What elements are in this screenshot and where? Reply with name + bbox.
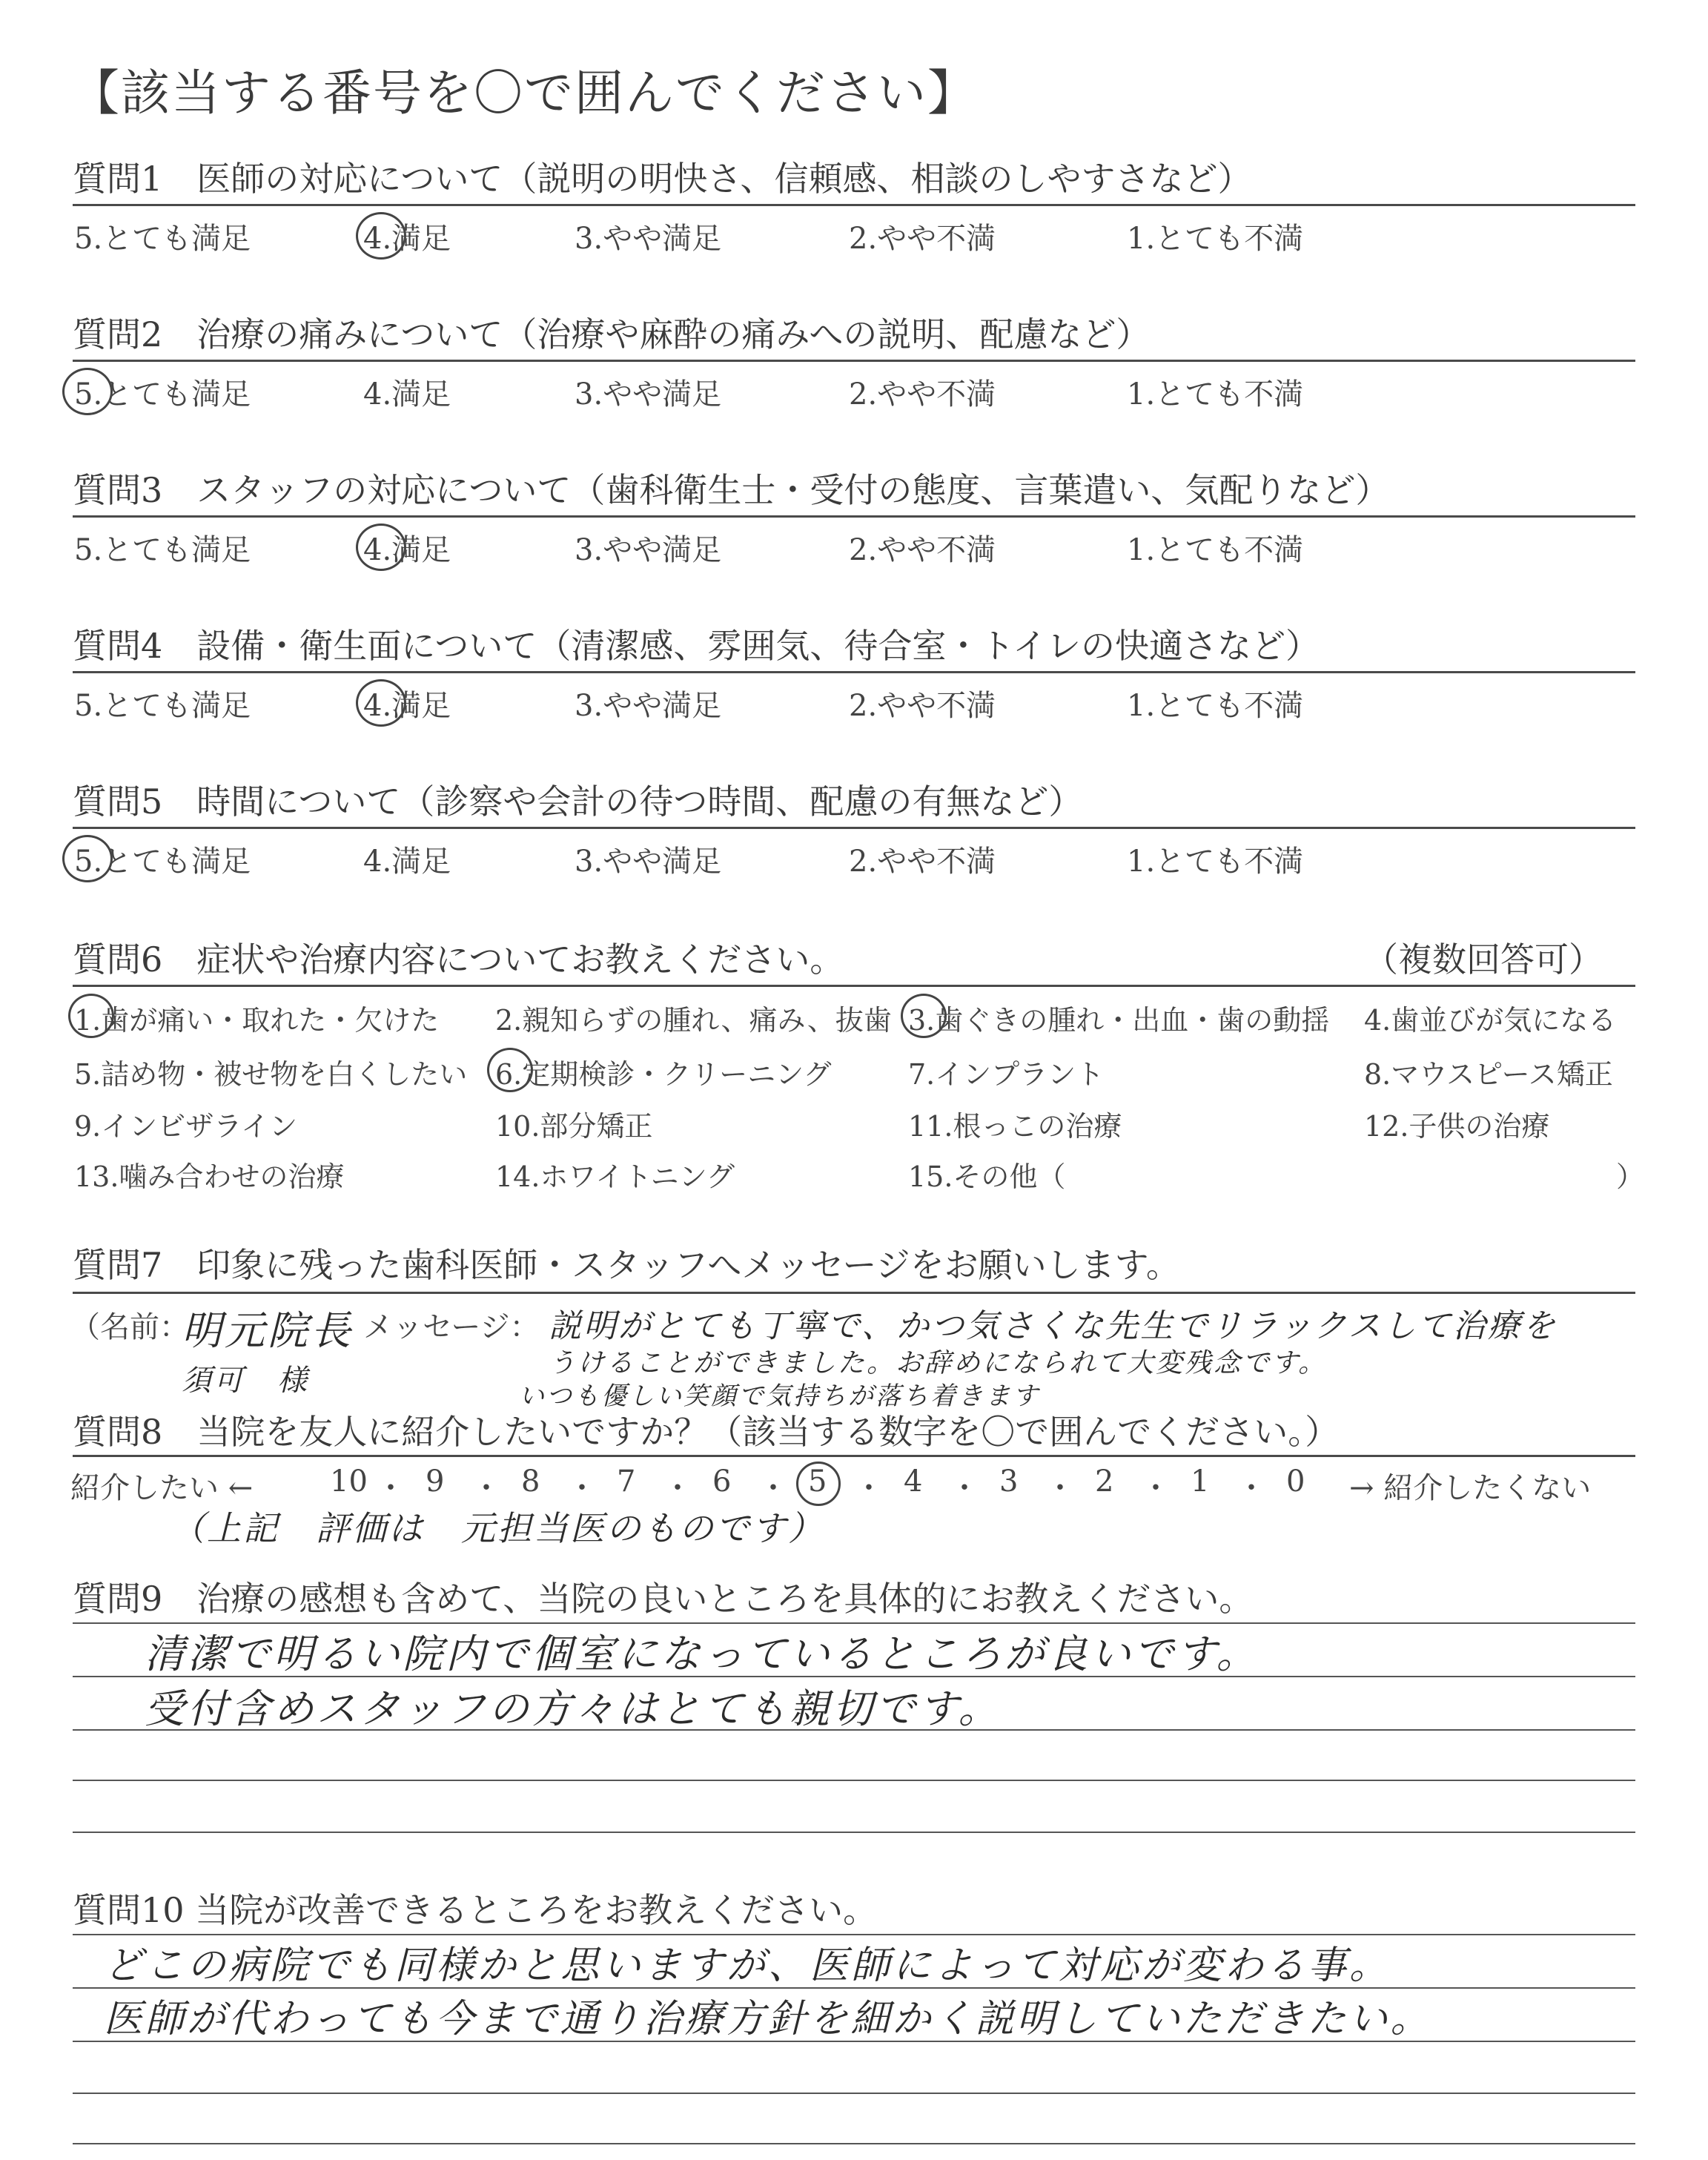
- q7-message-label: メッセージ：: [363, 1310, 540, 1344]
- q6-option-8[interactable]: 8.マウスピース矯正: [1364, 1058, 1613, 1091]
- q8-scale-value-7[interactable]: 7: [617, 1464, 636, 1499]
- q7-name-value-2: 須可 様: [182, 1364, 309, 1398]
- q6-option-13[interactable]: 13.噛み合わせの治療: [74, 1160, 345, 1193]
- q5-rule: [73, 827, 1635, 829]
- q8-scale-separator: ・: [950, 1471, 979, 1505]
- q7-message-line-2: うけることができました。お辞めになられて大変残念です。: [549, 1348, 1328, 1378]
- q2-option-2[interactable]: 2.やや不満: [849, 377, 996, 412]
- q7-rule: [73, 1292, 1635, 1294]
- q6-option-6[interactable]: 6.定期検診・クリーニング: [495, 1058, 832, 1091]
- q7-title: 質問7 印象に残った歯科医師・スタッフへメッセージをお願いします。: [73, 1245, 1180, 1285]
- q5-option-2[interactable]: 2.やや不満: [849, 845, 996, 879]
- q6-option-5[interactable]: 5.詰め物・被せ物を白くしたい: [74, 1058, 468, 1091]
- q6-rule: [73, 985, 1635, 987]
- q6-option-9[interactable]: 9.インビザライン: [74, 1110, 298, 1143]
- q8-scale-right-label: → 紹介したくない: [1349, 1471, 1592, 1505]
- q10-line-5: [73, 2143, 1635, 2144]
- q8-scale-value-2[interactable]: 2: [1095, 1464, 1114, 1499]
- q4-option-3[interactable]: 3.やや満足: [575, 689, 722, 723]
- q1-option-4[interactable]: 4.満足: [363, 222, 451, 256]
- q1-title: 質問1 医師の対応について（説明の明快さ、信頼感、相談のしやすさなど）: [73, 159, 1252, 199]
- q8-title: 質問8 当院を友人に紹介したいですか？（該当する数字を〇で囲んでください。）: [73, 1412, 1340, 1452]
- q6-option-12[interactable]: 12.子供の治療: [1364, 1110, 1550, 1143]
- q4-selection-circle: [356, 679, 406, 727]
- q6-title: 質問6 症状や治療内容についてお教えください。: [73, 939, 844, 980]
- q1-rule: [73, 204, 1635, 206]
- q10-answer-line-1: どこの病院でも同様かと思いますが、医師によって対応が変わる事。: [104, 1943, 1391, 1988]
- q6-note: （複数回答可）: [1364, 939, 1603, 980]
- q1-option-5[interactable]: 5.とても満足: [74, 222, 251, 256]
- q8-scale-value-0[interactable]: 0: [1286, 1464, 1305, 1499]
- q4-rule: [73, 671, 1635, 673]
- q2-option-4[interactable]: 4.満足: [363, 377, 451, 412]
- q6-selection-circle-6: [487, 1048, 533, 1092]
- q8-note: （上記 評価は 元担当医のものです）: [171, 1508, 824, 1548]
- q3-rule: [73, 515, 1635, 518]
- q6-other-close: ）: [1616, 1160, 1645, 1193]
- q9-line-5: [73, 1832, 1635, 1833]
- q7-message-line-1: 説明がとても丁寧で、かつ気さくな先生でリラックスして治療を: [549, 1307, 1558, 1345]
- q8-scale-value-10[interactable]: 10: [330, 1464, 368, 1499]
- q6-option-1[interactable]: 1.歯が痛い・取れた・欠けた: [74, 1004, 440, 1037]
- q9-answer-line-1: 清潔で明るい院内で個室になっているところが良いです。: [145, 1631, 1260, 1677]
- q8-scale-value-9[interactable]: 9: [426, 1464, 445, 1499]
- q8-rule: [73, 1455, 1635, 1457]
- q8-scale-separator: ・: [1141, 1471, 1171, 1505]
- q6-option-7[interactable]: 7.インプラント: [908, 1058, 1105, 1091]
- q1-option-3[interactable]: 3.やや満足: [575, 222, 722, 256]
- q5-option-4[interactable]: 4.満足: [363, 845, 451, 879]
- q3-title: 質問3 スタッフの対応について（歯科衛生士・受付の態度、言葉遣い、気配りなど）: [73, 470, 1390, 510]
- q6-option-14[interactable]: 14.ホワイトニング: [495, 1160, 735, 1193]
- q5-option-5[interactable]: 5.とても満足: [74, 845, 251, 879]
- q6-option-2[interactable]: 2.親知らずの腫れ、痛み、抜歯: [495, 1004, 892, 1037]
- q3-option-4[interactable]: 4.満足: [363, 533, 451, 567]
- q9-answer-line-2: 受付含めスタッフの方々はとても親切です。: [145, 1685, 1002, 1732]
- q8-scale-value-4[interactable]: 4: [904, 1464, 923, 1499]
- q4-option-5[interactable]: 5.とても満足: [74, 689, 251, 723]
- q1-option-1[interactable]: 1.とても不満: [1127, 222, 1304, 256]
- q10-line-4: [73, 2093, 1635, 2094]
- q8-selection-circle: [796, 1462, 841, 1506]
- q5-option-1[interactable]: 1.とても不満: [1127, 845, 1304, 879]
- q3-option-2[interactable]: 2.やや不満: [849, 533, 996, 567]
- q8-scale-separator: ・: [376, 1471, 406, 1505]
- q6-option-4[interactable]: 4.歯並びが気になる: [1364, 1004, 1617, 1037]
- q4-title: 質問4 設備・衛生面について（清潔感、雰囲気、待合室・トイレの快適さなど）: [73, 626, 1320, 666]
- q2-rule: [73, 360, 1635, 362]
- q6-option-15[interactable]: 15.その他（: [908, 1160, 1066, 1193]
- q8-scale-separator: ・: [663, 1471, 692, 1505]
- q4-option-2[interactable]: 2.やや不満: [849, 689, 996, 723]
- q9-title: 質問9 治療の感想も含めて、当院の良いところを具体的にお教えください。: [73, 1579, 1254, 1619]
- q6-option-10[interactable]: 10.部分矯正: [495, 1110, 653, 1143]
- q8-scale-value-3[interactable]: 3: [999, 1464, 1019, 1499]
- q8-scale-separator: ・: [1045, 1471, 1075, 1505]
- q9-line-4: [73, 1780, 1635, 1781]
- q5-option-3[interactable]: 3.やや満足: [575, 845, 722, 879]
- page-title: 【該当する番号を〇で囲んでください】: [70, 65, 978, 122]
- q5-title: 質問5 時間について（診察や会計の待つ時間、配慮の有無など）: [73, 782, 1083, 822]
- q3-selection-circle: [356, 524, 406, 571]
- q3-option-3[interactable]: 3.やや満足: [575, 533, 722, 567]
- q6-option-11[interactable]: 11.根っこの治療: [908, 1110, 1122, 1143]
- q8-scale-separator: ・: [471, 1471, 501, 1505]
- q4-option-4[interactable]: 4.満足: [363, 689, 451, 723]
- q8-scale-value-6[interactable]: 6: [712, 1464, 732, 1499]
- q2-title: 質問2 治療の痛みについて（治療や麻酔の痛みへの説明、配慮など）: [73, 314, 1151, 354]
- q10-answer-line-2: 医師が代わっても今まで通り治療方針を細かく説明していただきたい。: [104, 1997, 1432, 2041]
- q10-title: 質問10 当院が改善できるところをお教えください。: [73, 1890, 878, 1930]
- q8-scale-separator: ・: [758, 1471, 788, 1505]
- q6-option-3[interactable]: 3.歯ぐきの腫れ・出血・歯の動揺: [908, 1004, 1330, 1037]
- q7-message-line-3: いつも優しい笑顔で気持ちが落ち着きます: [519, 1381, 1040, 1411]
- q1-selection-circle: [356, 212, 406, 260]
- q3-option-5[interactable]: 5.とても満足: [74, 533, 251, 567]
- q8-scale-separator: ・: [567, 1471, 597, 1505]
- q6-selection-circle-1: [68, 994, 114, 1038]
- q8-scale-value-5[interactable]: 5: [808, 1464, 827, 1499]
- q8-scale-value-1[interactable]: 1: [1191, 1464, 1210, 1499]
- q8-scale-separator: ・: [1237, 1471, 1266, 1505]
- q2-option-5[interactable]: 5.とても満足: [74, 377, 251, 412]
- q3-option-1[interactable]: 1.とても不満: [1127, 533, 1304, 567]
- q5-selection-circle: [62, 835, 113, 882]
- q2-option-3[interactable]: 3.やや満足: [575, 377, 722, 412]
- q1-option-2[interactable]: 2.やや不満: [849, 222, 996, 256]
- q7-name-value: 明元院長: [182, 1307, 354, 1354]
- q8-scale-separator: ・: [854, 1471, 884, 1505]
- q8-scale-value-8[interactable]: 8: [521, 1464, 540, 1499]
- q8-scale-left-label: 紹介したい ←: [70, 1471, 254, 1505]
- q2-option-1[interactable]: 1.とても不満: [1127, 377, 1304, 412]
- q6-selection-circle-3: [901, 994, 947, 1038]
- q4-option-1[interactable]: 1.とても不満: [1127, 689, 1304, 723]
- q2-selection-circle: [62, 368, 113, 415]
- q7-name-label: （名前：: [70, 1310, 189, 1344]
